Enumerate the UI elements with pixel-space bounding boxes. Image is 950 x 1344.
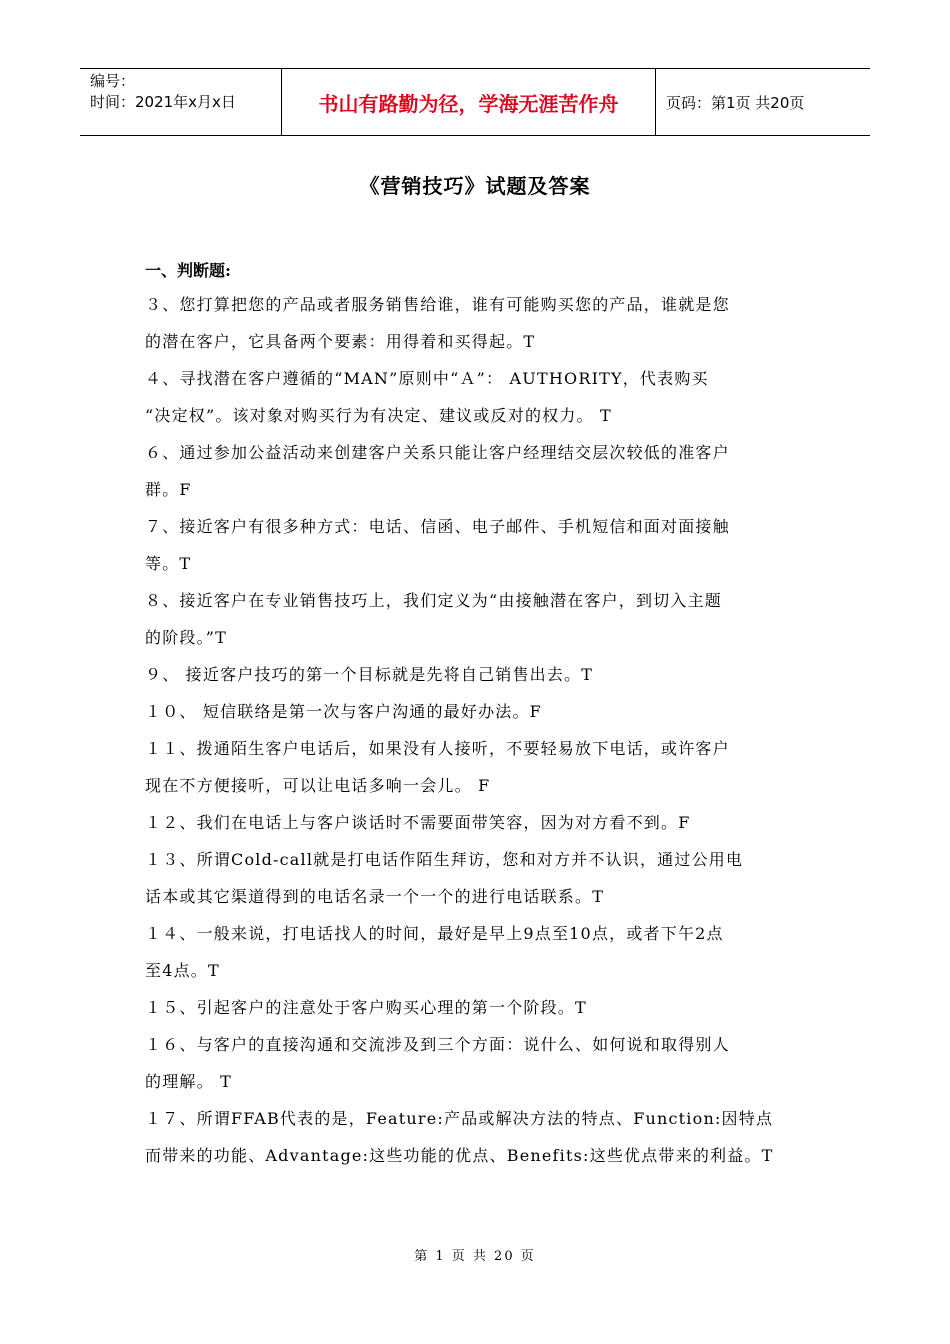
section-title: 一、判断题: [145,261,231,280]
text-line: ８、接近客户在专业销售技巧上，我们定义为“由接触潜在客户，到切入主题 [145,591,722,610]
text-line: １７、所谓FFAB代表的是，Feature:产品或解决方法的特点、Function:因特点 [145,1109,774,1128]
text-line: １２、我们在电话上与客户谈话时不需要面带笑容，因为对方看不到。F [145,813,691,832]
text-line: １５、引起客户的注意处于客户购买心理的第一个阶段。T [145,998,587,1017]
text-line: 而带来的功能、Advantage:这些功能的优点、Benefits:这些优点带来的利益。T [145,1146,774,1165]
document-title: 《营销技巧》试题及答案 [359,174,591,198]
text-line: 的阶段。”T [145,628,228,647]
date-line: 时间：2021年x月x日 [90,93,236,111]
text-line: 现在不方便接听，可以让电话多响一会儿。 F [145,776,491,795]
text-line: １４、一般来说，打电话找人的时间，最好是早上9点至10点，或者下午2点 [145,924,724,943]
text-line: 等。T [145,554,192,573]
header-table [80,68,870,136]
page-footer: 第 1 页 共 20 页 [414,1249,536,1264]
text-line: １１、拨通陌生客户电话后，如果没有人接听，不要轻易放下电话，或许客户 [145,739,730,758]
text-line: ３、您打算把您的产品或者服务销售给谁，谁有可能购买您的产品，谁就是您 [145,295,730,314]
text-line: １６、与客户的直接沟通和交流涉及到三个方面：说什么、如何说和取得别人 [145,1035,730,1054]
page-info: 页码：第1页 共20页 [666,93,805,112]
text-line: ７、接近客户有很多种方式：电话、信函、电子邮件、手机短信和面对面接触 [145,517,730,536]
text-line: 的潜在客户，它具备两个要素：用得着和买得起。T [145,332,536,351]
motto: 书山有路勤为径，学海无涯苦作舟 [282,69,656,135]
text-line: 至4点。T [145,961,220,980]
text-line: “决定权”。该对象对购买行为有决定、建议或反对的权力。 T [145,406,612,425]
question-list [145,286,810,1174]
text-line: 话本或其它渠道得到的电话名录一个一个的进行电话联系。T [145,887,605,906]
text-line: １０、 短信联络是第一次与客户沟通的最好办法。F [145,702,542,721]
text-line: 的理解。 T [145,1072,232,1091]
header-left-cell [80,69,282,135]
document-body [145,256,810,1174]
number-label: 编号： [90,72,136,90]
text-line: 群。F [145,480,192,499]
text-line: ９、 接近客户技巧的第一个目标就是先将自己销售出去。T [145,665,594,684]
text-line: ６、通过参加公益活动来创建客户关系只能让客户经理结交层次较低的准客户 [145,443,730,462]
text-line: ４、寻找潜在客户遵循的“MAN”原则中“Ａ”： AUTHORITY，代表购买 [145,369,709,388]
text-line: １３、所谓Cold-call就是打电话作陌生拜访，您和对方并不认识，通过公用电 [145,850,744,869]
